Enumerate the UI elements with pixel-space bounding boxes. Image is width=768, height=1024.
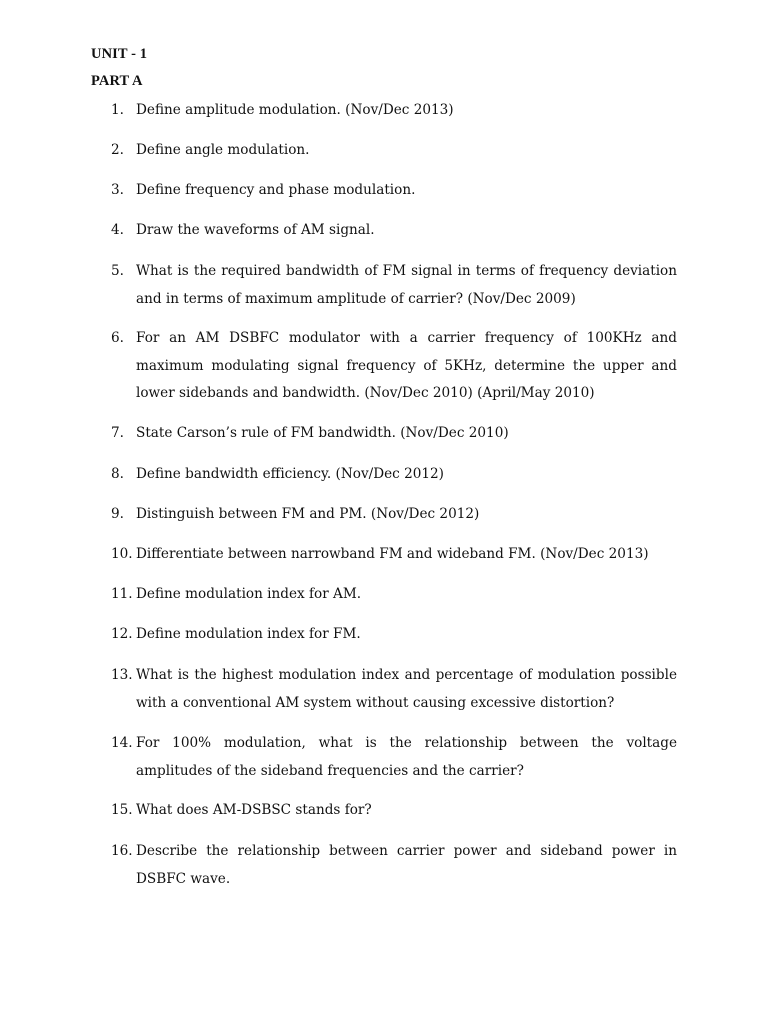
question-item (111, 137, 677, 165)
unit-title: UNIT - 1 (91, 46, 148, 62)
question-text: Define modulation index for FM. (136, 626, 361, 642)
question-number: 8. (111, 466, 124, 482)
question-text: Define angle modulation. (136, 142, 310, 158)
question-text: Distinguish between FM and PM. (Nov/Dec 2012) (136, 506, 480, 522)
question-item (111, 797, 677, 825)
question-number: 4. (111, 222, 124, 238)
question-text: For 100% modulation, what is the relationship between the voltage amplitudes of the sideband frequencies and the carrier? (136, 735, 677, 779)
question-number: 16. (111, 843, 133, 859)
part-title: PART A (91, 73, 143, 89)
question-item (111, 177, 677, 205)
question-number: 11. (111, 586, 133, 602)
question-text: Differentiate between narrowband FM and wideband FM. (Nov/Dec 2013) (136, 546, 649, 562)
question-text: Define modulation index for AM. (136, 586, 362, 602)
question-number: 9. (111, 506, 124, 522)
question-text: Draw the waveforms of AM signal. (136, 222, 375, 238)
question-item (111, 501, 677, 529)
question-number: 3. (111, 182, 124, 198)
question-text: What does AM-DSBSC stands for? (136, 802, 372, 818)
question-number: 12. (111, 626, 133, 642)
question-item (111, 621, 677, 649)
question-text: Define frequency and phase modulation. (136, 182, 416, 198)
question-item (111, 217, 677, 245)
question-item (111, 662, 677, 717)
question-number: 10. (111, 546, 133, 562)
question-item (111, 838, 677, 893)
question-item (111, 258, 677, 313)
question-text: For an AM DSBFC modulator with a carrier frequency of 100KHz and maximum modulating signal frequency of 5KHz, determine the upper and lower sidebands and bandwidth. (Nov/Dec 2010) (April/May 2010) (136, 330, 677, 401)
question-number: 6. (111, 330, 124, 346)
question-number: 15. (111, 802, 133, 818)
question-number: 13. (111, 667, 133, 683)
question-item (111, 461, 677, 489)
question-item (111, 420, 677, 448)
question-item (111, 581, 677, 609)
question-text: What is the highest modulation index and percentage of modulation possible with a conventional AM system without causing excessive distortion? (136, 667, 677, 711)
question-text: Define bandwidth efficiency. (Nov/Dec 2012) (136, 466, 444, 482)
question-item (111, 541, 677, 569)
question-number: 1. (111, 102, 124, 118)
question-number: 14. (111, 735, 133, 751)
question-text: State Carson’s rule of FM bandwidth. (Nov/Dec 2010) (136, 425, 509, 441)
question-number: 7. (111, 425, 124, 441)
question-item (111, 730, 677, 785)
question-text: Describe the relationship between carrier power and sideband power in DSBFC wave. (136, 843, 677, 887)
question-number: 2. (111, 142, 124, 158)
question-item (111, 325, 677, 408)
question-text: What is the required bandwidth of FM signal in terms of frequency deviation and in terms of maximum amplitude of carrier? (Nov/Dec 2009) (136, 263, 677, 307)
question-text: Define amplitude modulation. (Nov/Dec 2013) (136, 102, 454, 118)
question-number: 5. (111, 263, 124, 279)
question-item (111, 97, 677, 125)
